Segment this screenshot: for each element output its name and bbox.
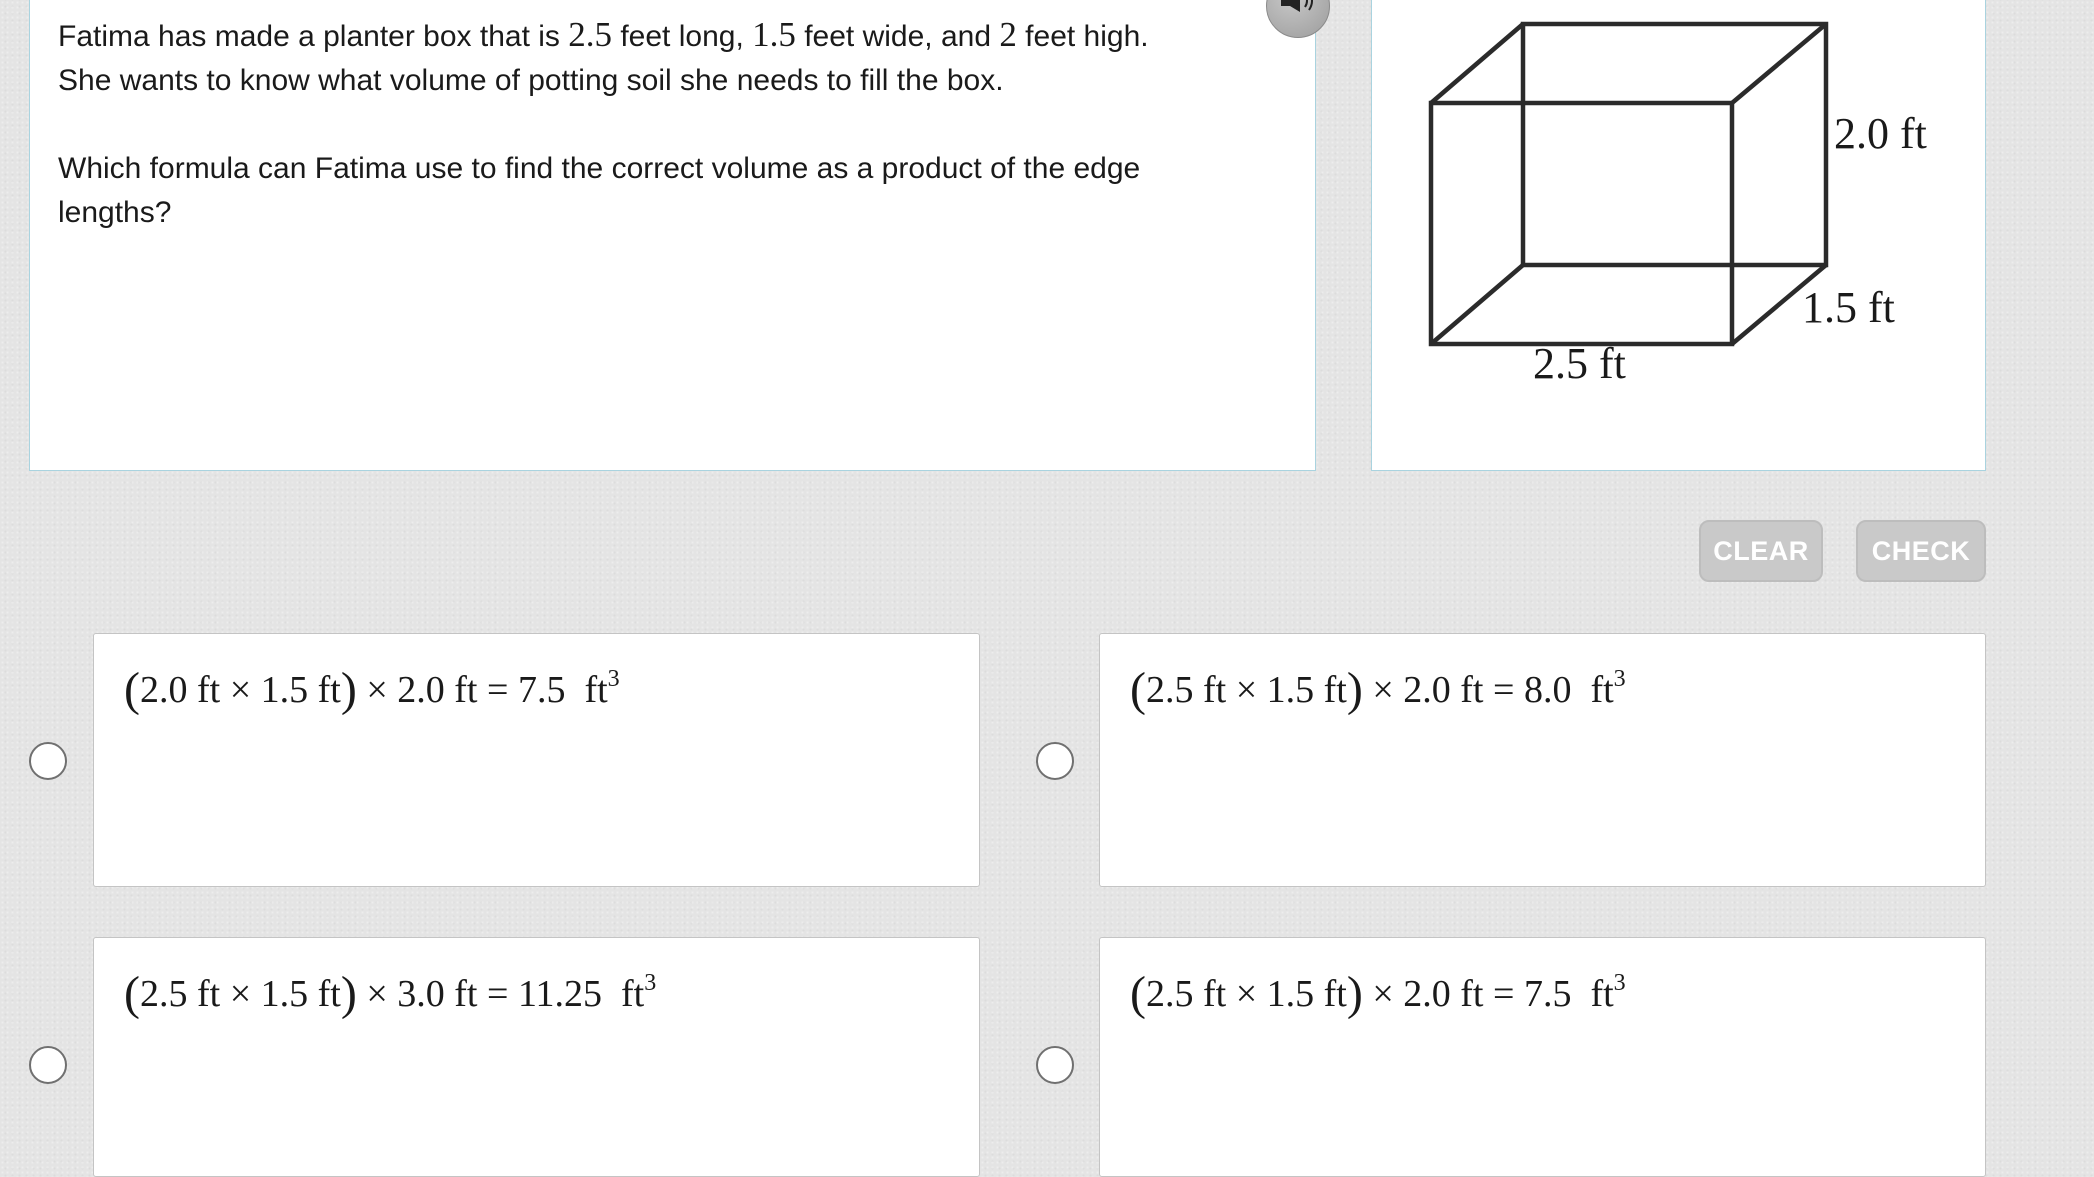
formula-term: 2.0 ft <box>1403 973 1484 1015</box>
formula-term: 2.0 ft <box>397 669 478 711</box>
equals-sign: = <box>487 669 509 711</box>
rectangular-prism-figure <box>1372 0 1984 469</box>
choice-formula <box>124 662 620 717</box>
question-text-segment: Fatima has made a planter box that is <box>58 20 569 53</box>
formula-term: 1.5 ft <box>260 669 341 711</box>
equals-sign: = <box>1493 973 1515 1015</box>
open-paren: ( <box>1130 663 1146 716</box>
formula-unit: ft <box>584 669 608 711</box>
question-text-segment: feet high. <box>1016 20 1149 53</box>
radio-choice-3[interactable] <box>29 1046 67 1084</box>
times-sign: × <box>366 973 388 1015</box>
length-dimension-label: 2.5 ft <box>1533 339 1626 388</box>
close-paren: ) <box>1346 663 1363 716</box>
times-sign: × <box>229 669 252 711</box>
times-sign: × <box>1372 669 1394 711</box>
formula-term: 2.5 ft <box>139 973 221 1015</box>
formula-term: 2.0 ft <box>139 669 221 711</box>
formula-exponent: 3 <box>1613 666 1626 692</box>
formula-result: 7.5 <box>1523 973 1572 1015</box>
times-sign: × <box>366 669 388 711</box>
open-paren: ( <box>1130 967 1146 1020</box>
times-sign: × <box>1372 973 1394 1015</box>
formula-term: 1.5 ft <box>1266 669 1347 711</box>
height-value: 2 <box>999 15 1017 54</box>
close-paren: ) <box>1346 967 1363 1020</box>
question-text <box>58 13 1258 235</box>
choice-card-3[interactable] <box>93 937 980 1177</box>
question-prompt-line-1: Which formula can Fatima use to find the correct volume as a product of the edge <box>58 152 1141 185</box>
formula-term: 2.5 ft <box>1145 973 1227 1015</box>
clear-button[interactable]: CLEAR <box>1699 520 1823 582</box>
formula-unit: ft <box>1590 669 1614 711</box>
speaker-icon <box>1281 0 1319 19</box>
figure-panel <box>1371 0 1986 471</box>
radio-choice-4[interactable] <box>1036 1046 1074 1084</box>
choice-formula <box>1130 966 1626 1021</box>
radio-choice-2[interactable] <box>1036 742 1074 780</box>
width-dimension-label: 1.5 ft <box>1802 283 1895 332</box>
radio-choice-1[interactable] <box>29 742 67 780</box>
question-text-segment: feet wide, and <box>795 20 1000 53</box>
formula-term: 1.5 ft <box>1266 973 1347 1015</box>
formula-exponent: 3 <box>607 666 620 692</box>
choice-card-4[interactable] <box>1099 937 1986 1177</box>
formula-term: 3.0 ft <box>397 973 478 1015</box>
formula-term: 1.5 ft <box>260 973 341 1015</box>
times-sign: × <box>1235 973 1258 1015</box>
formula-unit: ft <box>621 973 645 1015</box>
choice-card-2[interactable] <box>1099 633 1986 887</box>
formula-result: 11.25 <box>517 973 603 1015</box>
length-value: 2.5 <box>568 15 613 54</box>
choice-card-1[interactable] <box>93 633 980 887</box>
question-panel <box>29 0 1316 471</box>
formula-term: 2.5 ft <box>1145 669 1227 711</box>
prism-edge <box>1431 265 1523 344</box>
check-button[interactable]: CHECK <box>1856 520 1986 582</box>
choice-formula <box>1130 662 1626 717</box>
formula-term: 2.0 ft <box>1403 669 1484 711</box>
close-paren: ) <box>340 967 357 1020</box>
question-sentence-1 <box>58 13 1258 59</box>
times-sign: × <box>1235 669 1258 711</box>
open-paren: ( <box>124 663 140 716</box>
prism-edge <box>1732 24 1826 103</box>
close-paren: ) <box>340 663 357 716</box>
prism-edge <box>1431 24 1523 103</box>
formula-result: 7.5 <box>517 669 566 711</box>
width-value: 1.5 <box>752 15 796 54</box>
height-dimension-label: 2.0 ft <box>1834 109 1927 158</box>
formula-exponent: 3 <box>644 970 657 996</box>
open-paren: ( <box>124 967 140 1020</box>
equals-sign: = <box>487 973 509 1015</box>
formula-exponent: 3 <box>1613 970 1626 996</box>
formula-result: 8.0 <box>1523 669 1572 711</box>
formula-unit: ft <box>1590 973 1614 1015</box>
times-sign: × <box>229 973 252 1015</box>
question-text-segment: feet long, <box>612 20 753 53</box>
choice-formula <box>124 966 656 1021</box>
question-sentence-2: She wants to know what volume of potting soil she needs to fill the box. <box>58 64 1004 97</box>
equals-sign: = <box>1493 669 1515 711</box>
question-prompt-line-2: lengths? <box>58 196 172 229</box>
